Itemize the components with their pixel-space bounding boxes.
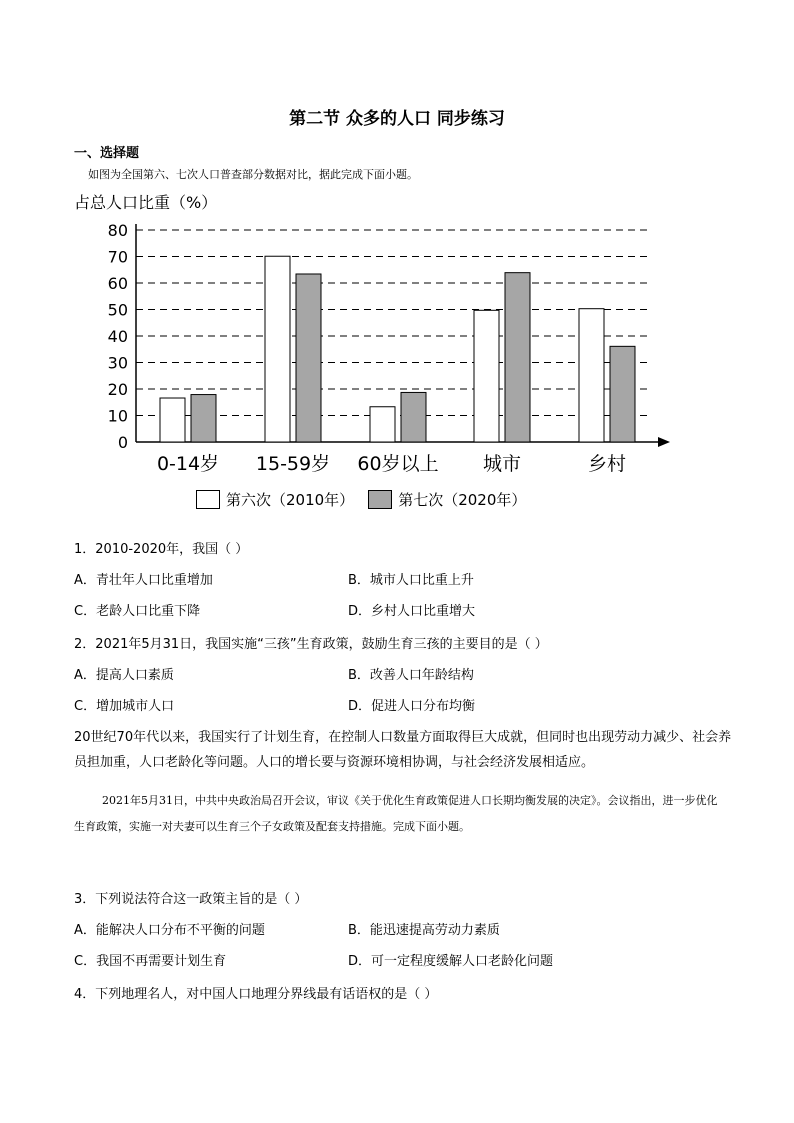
- legend-label-2010: 第六次（2010年）: [226, 491, 355, 509]
- x-category-label: 0-14岁: [156, 453, 220, 475]
- passage-2: 2021年5月31日，中共中央政治局召开会议，审议《关于优化生育政策促进人口长期均衡发展的决定》。会议指出，进一步优化生育政策，实施一对夫妻可以生育三个子女政策及配套支持措施。完成下面小题。: [74, 794, 718, 833]
- question-3-option-a[interactable]: A．能解决人口分布不平衡的问题: [74, 923, 265, 938]
- question-3-option-b[interactable]: B．能迅速提高劳动力素质: [348, 923, 500, 938]
- bar-2020: [610, 346, 635, 442]
- page-title: 第二节 众多的人口 同步练习: [289, 109, 505, 129]
- legend-swatch-2010: [196, 490, 220, 509]
- y-axis-label: 占总人口比重（%）: [74, 193, 218, 212]
- y-tick-label: 60: [107, 274, 128, 293]
- x-category-label: 城市: [482, 453, 522, 475]
- bar-2010: [265, 256, 290, 442]
- bar-2020: [505, 273, 530, 442]
- x-category-label: 60岁以上: [357, 453, 439, 475]
- question-1-stem: 1．2010-2020年，我国（ ）: [74, 542, 249, 557]
- bar-2020: [296, 274, 321, 442]
- intro-text: 如图为全国第六、七次人口普查部分数据对比，据此完成下面小题。: [88, 168, 418, 181]
- bar-2020: [191, 395, 216, 442]
- question-2-option-d[interactable]: D．促进人口分布均衡: [348, 699, 476, 714]
- question-3-option-d[interactable]: D．可一定程度缓解人口老龄化问题: [348, 954, 554, 969]
- x-category-label: 乡村: [587, 453, 627, 475]
- section-heading: 一、选择题: [74, 146, 140, 161]
- question-4-stem: 4．下列地理名人，对中国人口地理分界线最有话语权的是（ ）: [74, 987, 438, 1002]
- x-category-label: 15-59岁: [255, 453, 331, 475]
- legend-swatch-2020: [368, 490, 392, 509]
- question-2-option-a[interactable]: A．提高人口素质: [74, 668, 174, 683]
- y-tick-label: 50: [107, 300, 128, 320]
- y-tick-label: 80: [107, 221, 128, 240]
- question-3-option-c[interactable]: C．我国不再需要计划生育: [74, 954, 227, 969]
- x-axis-arrow: [658, 437, 670, 447]
- y-tick-label: 40: [107, 327, 128, 346]
- question-2-option-c[interactable]: C．增加城市人口: [74, 699, 175, 714]
- y-tick-label: 30: [107, 353, 128, 373]
- bar-2010: [474, 310, 499, 442]
- passage-1: 20世纪70年代以来，我国实行了计划生育，在控制人口数量方面取得巨大成就，但同时也出现劳动力减少、社会养员担加重，人口老龄化等问题。人口的增长要与资源环境相协调，与社会经济发展相适应。: [74, 730, 732, 770]
- legend-item-2020: [368, 489, 526, 510]
- bar-2010: [579, 309, 604, 442]
- y-tick-label: 20: [107, 380, 128, 399]
- legend-label-2020: 第七次（2020年）: [398, 491, 527, 509]
- y-tick-label: 0: [117, 433, 128, 452]
- question-1-option-d[interactable]: D．乡村人口比重增大: [348, 604, 476, 619]
- legend-item-2010: [196, 489, 354, 510]
- bar-2010: [370, 407, 395, 442]
- question-1-option-c[interactable]: C．老龄人口比重下降: [74, 604, 201, 619]
- y-tick-label: 10: [107, 406, 128, 426]
- bar-2010: [160, 398, 185, 442]
- question-2-stem: 2．2021年5月31日，我国实施“三孩”生育政策，鼓励生育三孩的主要目的是（ ）: [74, 637, 548, 652]
- question-1-option-b[interactable]: B．城市人口比重上升: [348, 573, 474, 588]
- question-2-option-b[interactable]: B．改善人口年龄结构: [348, 668, 474, 683]
- y-tick-label: 70: [107, 247, 128, 267]
- chart-legend: [196, 489, 540, 510]
- bar-2020: [401, 392, 426, 442]
- question-1-option-a[interactable]: A．青壮年人口比重增加: [74, 573, 213, 588]
- question-3-stem: 3．下列说法符合这一政策主旨的是（ ）: [74, 892, 308, 907]
- population-bar-chart: [66, 188, 686, 478]
